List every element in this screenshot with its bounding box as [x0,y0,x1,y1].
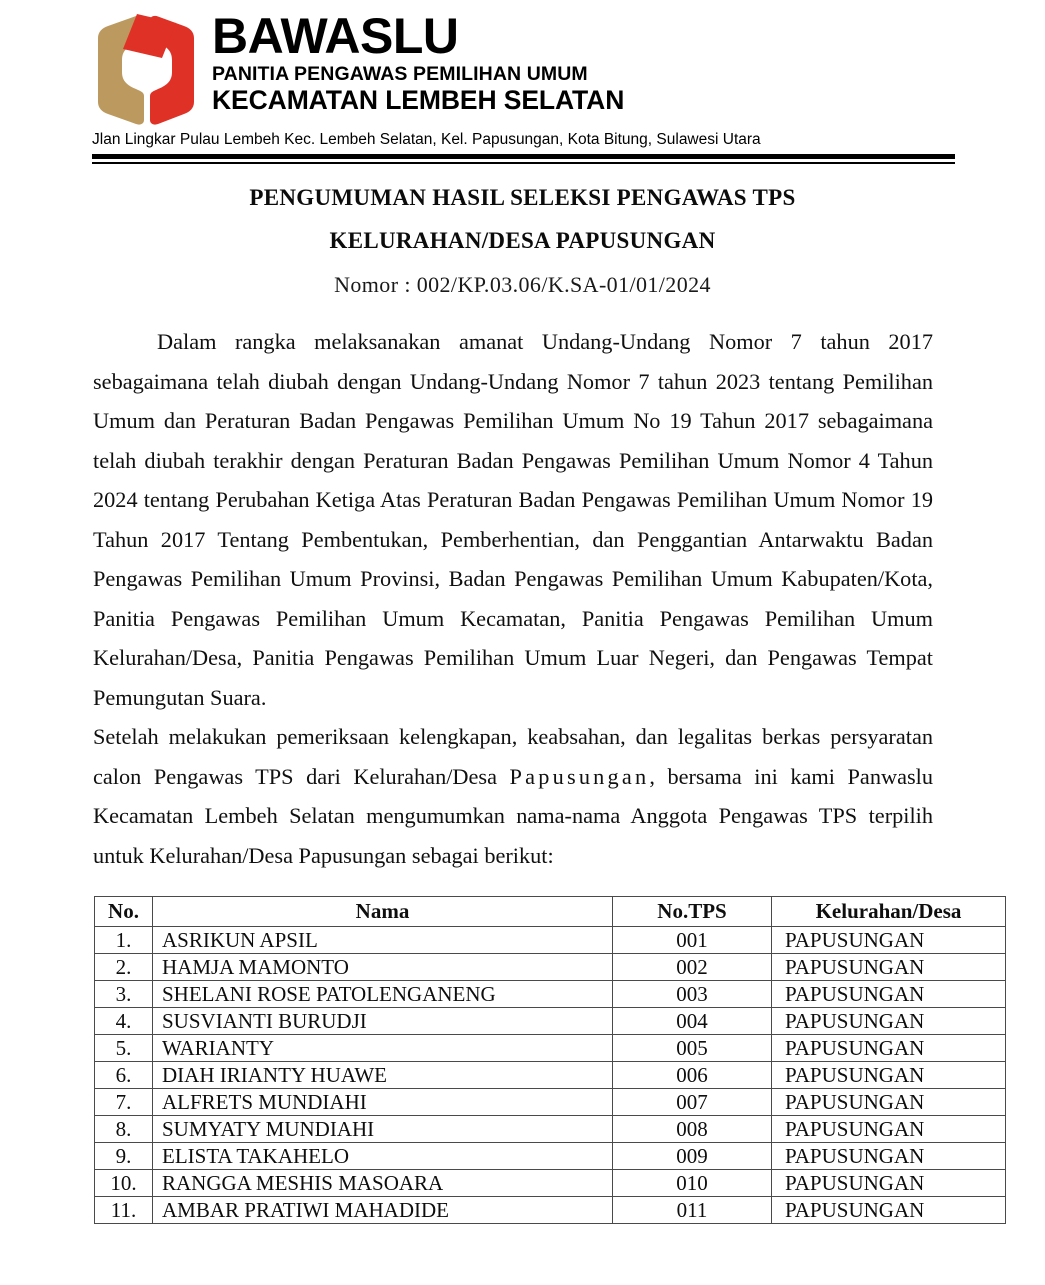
table-row [95,1116,1006,1143]
cell-nama: RANGGA MESHIS MASOARA [153,1170,613,1197]
cell-no: 3. [95,981,153,1008]
cell-no: 2. [95,954,153,981]
cell-tps: 004 [613,1008,772,1035]
table-row [95,1062,1006,1089]
cell-tps: 002 [613,954,772,981]
cell-kelurahan: PAPUSUNGAN [772,927,1006,954]
cell-tps: 008 [613,1116,772,1143]
cell-nama: SUMYATY MUNDIAHI [153,1116,613,1143]
cell-kelurahan: PAPUSUNGAN [772,981,1006,1008]
cell-kelurahan: PAPUSUNGAN [772,1116,1006,1143]
table-row [95,1089,1006,1116]
table-row [95,1170,1006,1197]
table-row [95,927,1006,954]
body-paragraph-2 [93,717,933,875]
cell-kelurahan: PAPUSUNGAN [772,1197,1006,1224]
cell-no: 7. [95,1089,153,1116]
table-row [95,954,1006,981]
document-title-line-2: KELURAHAN/DESA PAPUSUNGAN [329,228,716,253]
body-paragraph-2-part-2: , bersama ini kami Panwaslu Kecamatan Lembeh Selatan mengumumkan nama-nama Anggota Pengawas TPS terpilih untuk Kelurahan/Desa Papusungan sebagai berikut: [93,763,933,868]
cell-nama: WARIANTY [153,1035,613,1062]
results-table-wrap [0,896,1045,1224]
cell-no: 4. [95,1008,153,1035]
cell-no: 8. [95,1116,153,1143]
bawaslu-ballot-box-logo [92,10,200,128]
table-row [95,981,1006,1008]
org-subtitle-1: PANITIA PENGAWAS PEMILIHAN UMUM [212,63,588,85]
body-paragraph-2-part-1: Setelah melakukan pemeriksaan kelengkapan, keabsahan, dan legalitas berkas persyaratan calon Pengawas TPS dari Kelurahan/Desa [93,724,933,789]
cell-tps: 009 [613,1143,772,1170]
cell-nama: HAMJA MAMONTO [153,954,613,981]
cell-tps: 007 [613,1089,772,1116]
cell-nama: AMBAR PRATIWI MAHADIDE [153,1197,613,1224]
cell-tps: 001 [613,927,772,954]
cell-nama: SUSVIANTI BURUDJI [153,1008,613,1035]
org-address: Jlan Lingkar Pulau Lembeh Kec. Lembeh Selatan, Kel. Papusungan, Kota Bitung, Sulawesi Utara [92,131,761,148]
letterhead-divider [0,154,1045,164]
column-header-nama: Nama [153,897,613,927]
cell-tps: 010 [613,1170,772,1197]
cell-no: 9. [95,1143,153,1170]
results-table-body [95,927,1006,1224]
table-row [95,1008,1006,1035]
results-table [94,896,1006,1224]
table-header-row [95,897,1006,927]
column-header-no: No. [95,897,153,927]
cell-no: 5. [95,1035,153,1062]
cell-tps: 005 [613,1035,772,1062]
document-number: Nomor : 002/KP.03.06/K.SA-01/01/2024 [334,272,711,297]
cell-tps: 011 [613,1197,772,1224]
org-title: BAWASLU [212,8,459,64]
cell-nama: ASRIKUN APSIL [153,927,613,954]
cell-kelurahan: PAPUSUNGAN [772,1170,1006,1197]
cell-nama: ALFRETS MUNDIAHI [153,1089,613,1116]
cell-nama: ELISTA TAKAHELO [153,1143,613,1170]
table-row [95,1035,1006,1062]
body-paragraph-2-emphasis: Papusungan [509,763,650,789]
cell-tps: 003 [613,981,772,1008]
org-subtitle-2: KECAMATAN LEMBEH SELATAN [212,85,625,116]
document-title-line-1: PENGUMUMAN HASIL SELEKSI PENGAWAS TPS [249,185,796,210]
divider-rule-thin [92,162,955,164]
column-header-tps: No.TPS [613,897,772,927]
cell-kelurahan: PAPUSUNGAN [772,1089,1006,1116]
document-body [0,322,1045,875]
cell-kelurahan: PAPUSUNGAN [772,954,1006,981]
results-table-head [95,897,1006,927]
cell-kelurahan: PAPUSUNGAN [772,1062,1006,1089]
body-paragraph-1: Dalam rangka melaksanakan amanat Undang-Undang Nomor 7 tahun 2017 sebagaimana telah diubah dengan Undang-Undang Nomor 7 tahun 2023 tentang Pemilihan Umum dan Peraturan Badan Pengawas Pemilihan Umum No 19 Tahun 2017 sebagaimana telah diubah terakhir dengan Peraturan Badan Pengawas Pemilihan Umum Nomor 4 Tahun 2024 tentang Perubahan Ketiga Atas Peraturan Badan Pengawas Pemilihan Umum Nomor 19 Tahun 2017 Tentang Pembentukan, Pemberhentian, dan Penggantian Antarwaktu Badan Pengawas Pemilihan Umum Provinsi, Badan Pengawas Pemilihan Umum Kabupaten/Kota, Panitia Pengawas Pemilihan Umum Kecamatan, Panitia Pengawas Pemilihan Umum Kelurahan/Desa, Panitia Pengawas Pemilihan Umum Luar Negeri, dan Pengawas Tempat Pemungutan Suara. [93,329,933,710]
cell-nama: DIAH IRIANTY HUAWE [153,1062,613,1089]
cell-kelurahan: PAPUSUNGAN [772,1143,1006,1170]
cell-no: 10. [95,1170,153,1197]
cell-no: 6. [95,1062,153,1089]
column-header-kelurahan: Kelurahan/Desa [772,897,1006,927]
cell-nama: SHELANI ROSE PATOLENGANENG [153,981,613,1008]
table-row [95,1143,1006,1170]
cell-no: 11. [95,1197,153,1224]
cell-kelurahan: PAPUSUNGAN [772,1035,1006,1062]
cell-tps: 006 [613,1062,772,1089]
letterhead [0,0,1045,160]
cell-no: 1. [95,927,153,954]
document-title-block [0,186,1045,298]
table-row [95,1197,1006,1224]
cell-kelurahan: PAPUSUNGAN [772,1008,1006,1035]
